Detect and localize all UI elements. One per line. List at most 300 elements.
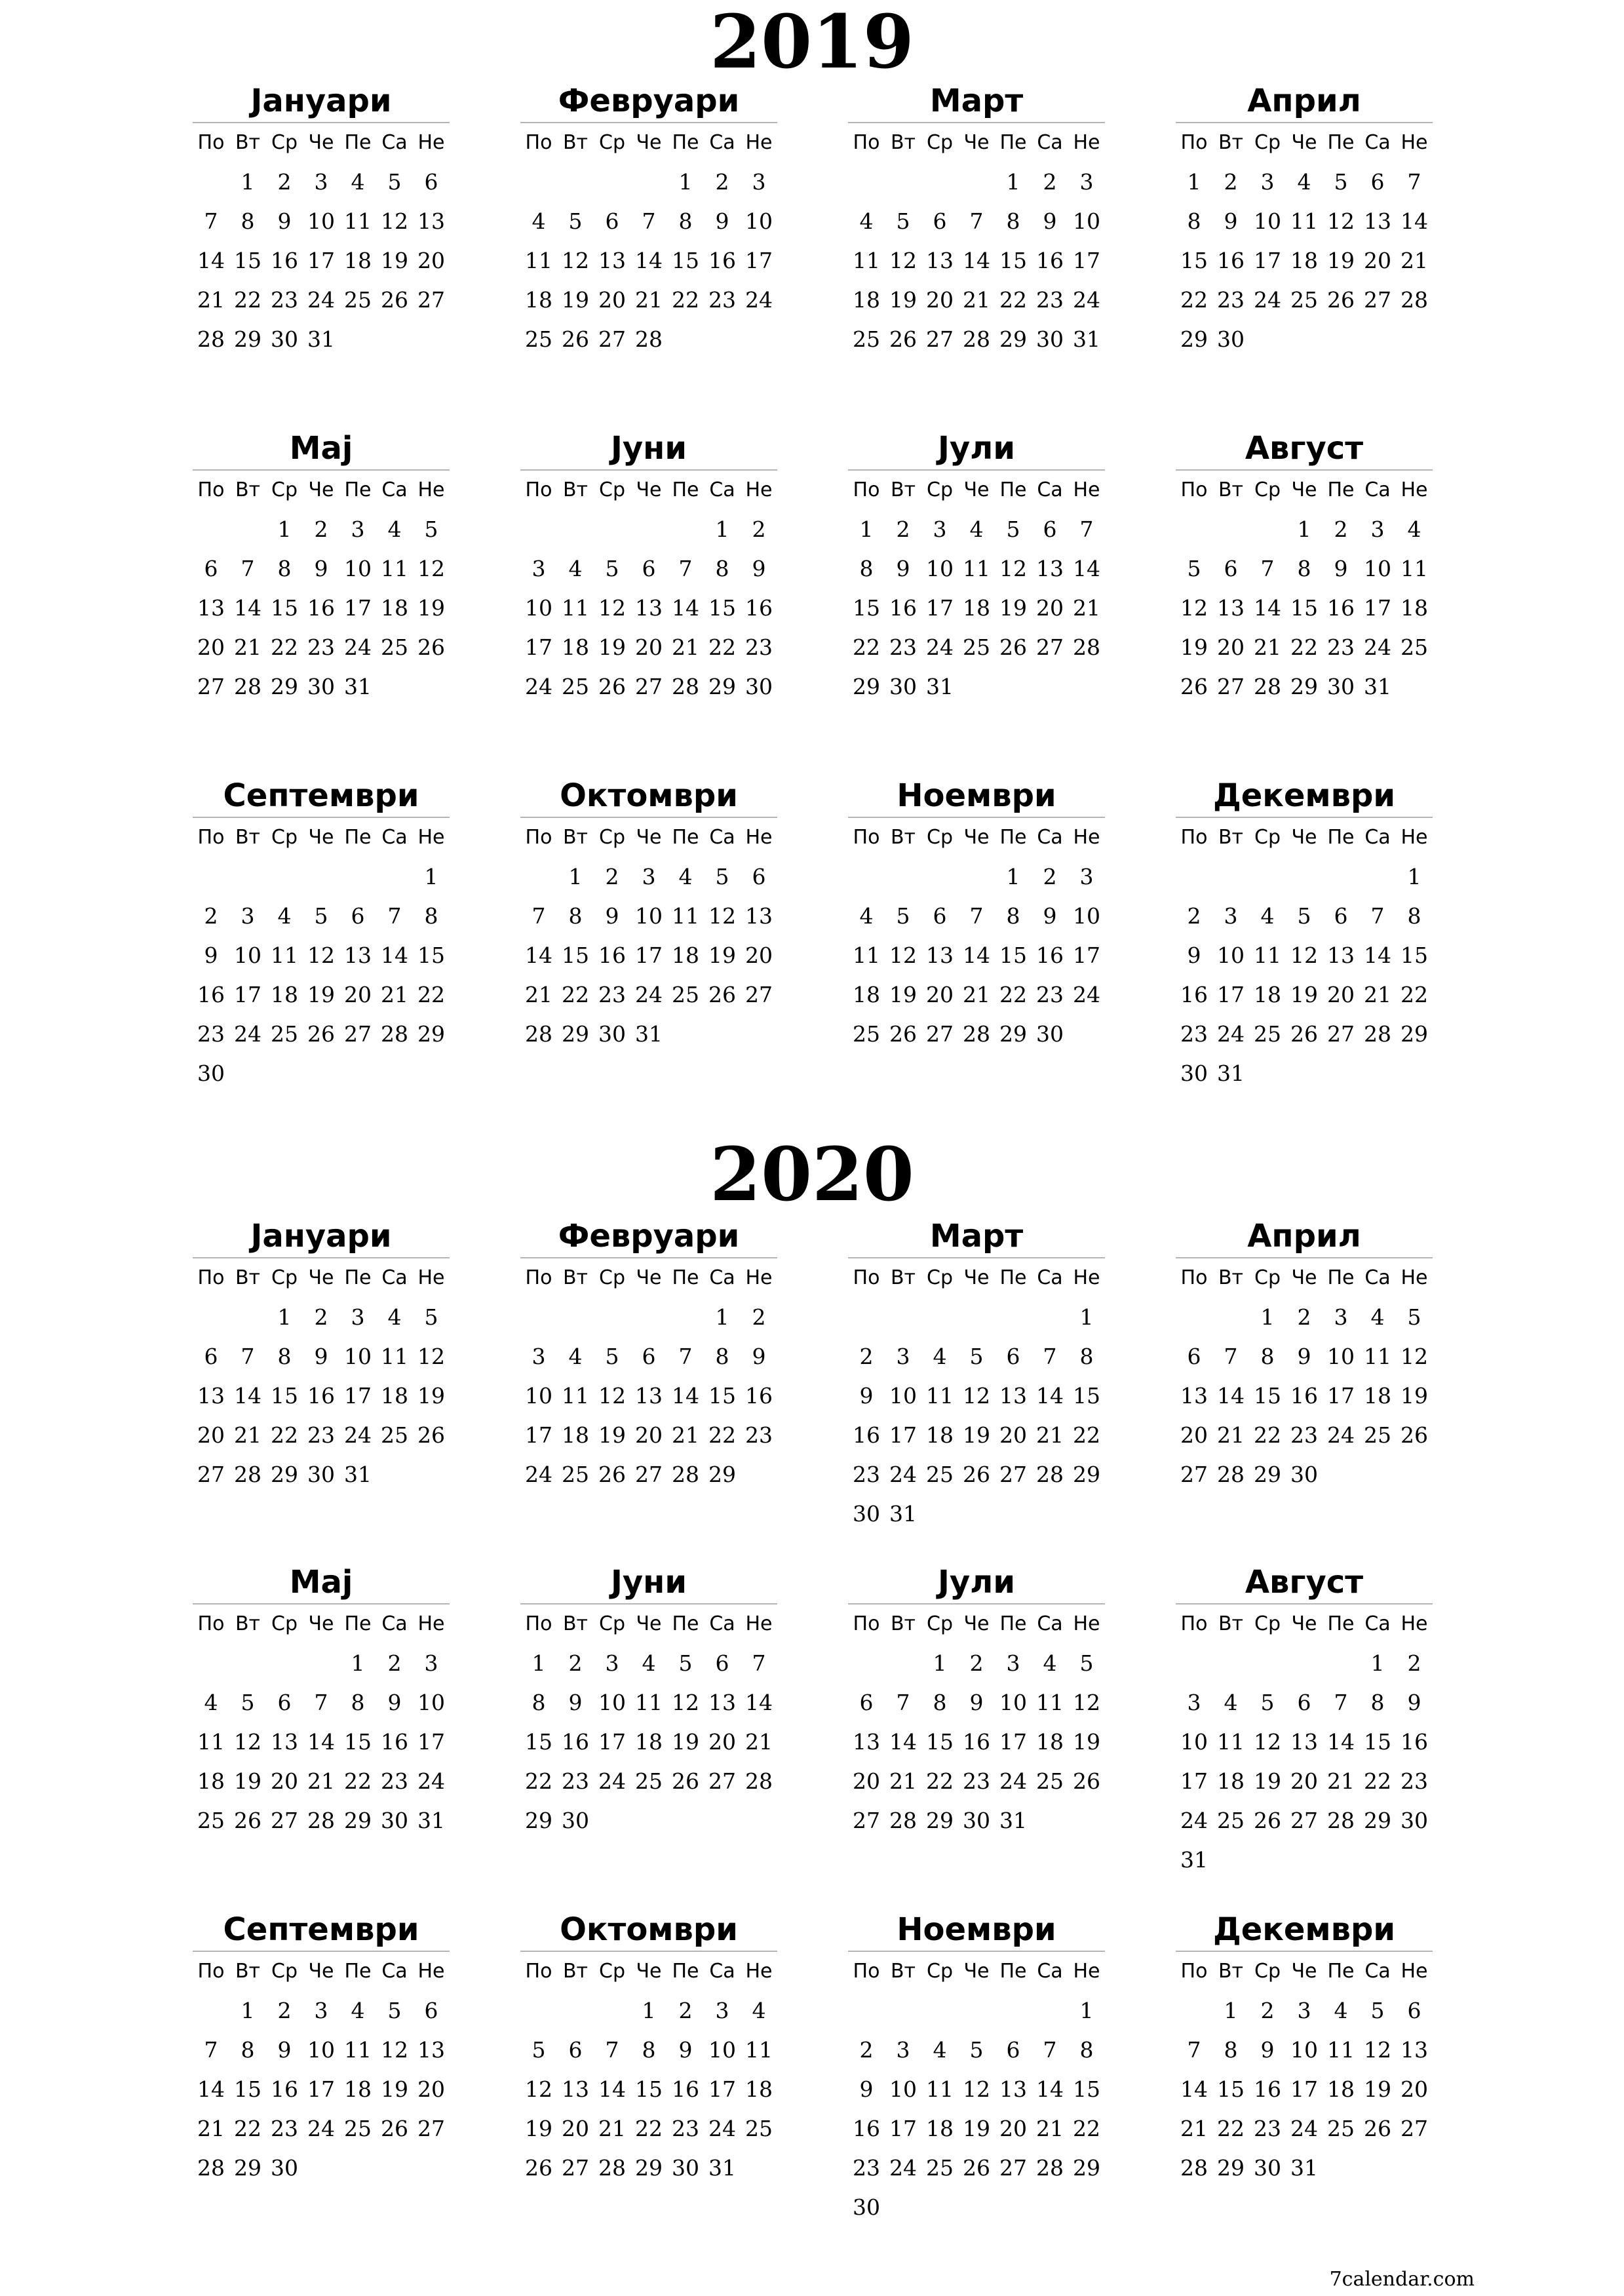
empty-cell — [667, 1298, 704, 1337]
month-block — [520, 775, 777, 1054]
day-cell: 3 — [351, 1304, 365, 1330]
weekday-label: По — [853, 131, 880, 154]
day-cell: 28 — [672, 674, 699, 699]
day-grid — [193, 123, 450, 359]
day-cell: 24 — [889, 1462, 917, 1487]
weekday-label: Ср — [599, 131, 625, 154]
day-cell: 4 — [933, 2037, 947, 2063]
day-cell: 2 — [204, 903, 218, 929]
day-cell: 24 — [1327, 1422, 1355, 1448]
day-cell: 7 — [204, 208, 218, 234]
day-cell: 13 — [1180, 1383, 1208, 1409]
day-cell: 26 — [381, 2116, 408, 2141]
day-cell: 26 — [1364, 2116, 1391, 2141]
month-block — [1176, 1909, 1433, 2188]
weekday-label: Че — [1291, 1612, 1317, 1635]
day-cell: 15 — [1364, 1729, 1391, 1755]
day-cell: 11 — [672, 903, 699, 929]
day-cell: 1 — [532, 1650, 546, 1676]
empty-cell — [266, 857, 303, 897]
day-cell: 25 — [853, 1021, 880, 1047]
day-cell: 9 — [387, 1690, 402, 1715]
weekday-label: Пе — [672, 1612, 699, 1635]
day-cell: 27 — [1217, 674, 1245, 699]
day-cell: 28 — [1180, 2155, 1208, 2181]
day-cell: 6 — [1297, 1690, 1311, 1715]
empty-cell — [1176, 857, 1212, 897]
day-cell: 7 — [204, 2037, 218, 2063]
day-grid — [1176, 818, 1433, 1093]
day-cell: 30 — [1036, 326, 1064, 352]
empty-cell — [1212, 1644, 1249, 1683]
day-cell: 6 — [1334, 903, 1348, 929]
day-cell: 18 — [926, 1422, 954, 1448]
day-cell: 6 — [204, 556, 218, 581]
day-cell: 22 — [926, 1768, 954, 1794]
weekday-label: Са — [1037, 826, 1063, 849]
weekday-label: Са — [381, 478, 408, 501]
weekday-label: Не — [745, 1612, 773, 1635]
day-cell: 17 — [1180, 1768, 1208, 1794]
day-cell: 23 — [889, 634, 917, 660]
day-cell: 24 — [926, 634, 954, 660]
day-cell: 30 — [853, 1501, 880, 1527]
day-cell: 13 — [197, 1383, 225, 1409]
day-cell: 12 — [562, 248, 589, 273]
weekday-label: Вт — [890, 131, 916, 154]
weekday-label: Вт — [1218, 826, 1244, 849]
weekday-label: Ср — [1254, 1266, 1281, 1289]
weekday-label: Не — [417, 826, 445, 849]
day-cell: 12 — [1290, 943, 1318, 968]
day-cell: 25 — [344, 287, 372, 313]
day-cell: 7 — [605, 2037, 619, 2063]
day-cell: 29 — [344, 1808, 372, 1833]
weekday-label: Ср — [271, 131, 298, 154]
day-cell: 11 — [1401, 556, 1428, 581]
empty-cell — [594, 1298, 630, 1337]
day-cell: 2 — [1334, 516, 1348, 542]
day-cell: 8 — [1187, 208, 1201, 234]
day-cell: 18 — [672, 943, 699, 968]
month-name: Октомври — [560, 777, 738, 814]
empty-cell — [1286, 857, 1323, 897]
weekday-label: Че — [308, 131, 334, 154]
weekday-label: По — [1180, 1266, 1208, 1289]
day-cell: 29 — [1217, 2155, 1245, 2181]
day-cell: 4 — [532, 208, 546, 234]
day-cell: 2 — [1224, 169, 1238, 195]
day-cell: 10 — [1327, 1344, 1355, 1369]
month-name: Септември — [223, 1911, 419, 1948]
day-cell: 2 — [752, 516, 766, 542]
day-cell: 22 — [562, 982, 589, 1007]
day-cell: 3 — [605, 1650, 619, 1676]
day-cell: 11 — [745, 2037, 773, 2063]
day-cell: 5 — [1260, 1690, 1275, 1715]
day-cell: 17 — [1217, 982, 1245, 1007]
day-cell: 30 — [672, 2155, 699, 2181]
weekday-label: По — [197, 826, 225, 849]
weekday-label: Пе — [344, 1960, 372, 1983]
day-cell: 5 — [969, 1344, 984, 1369]
day-cell: 16 — [1180, 982, 1208, 1007]
weekday-label: Са — [381, 131, 408, 154]
day-cell: 6 — [424, 169, 438, 195]
weekday-label: Че — [963, 1266, 990, 1289]
day-cell: 28 — [635, 326, 663, 352]
day-cell: 10 — [708, 2037, 736, 2063]
day-cell: 1 — [1006, 169, 1020, 195]
day-cell: 16 — [598, 943, 626, 968]
day-cell: 19 — [708, 943, 736, 968]
day-cell: 23 — [672, 2116, 699, 2141]
empty-cell — [995, 1298, 1032, 1337]
weekday-label: Пе — [344, 131, 372, 154]
day-cell: 16 — [1036, 943, 1064, 968]
month-name: Декември — [1212, 1911, 1396, 1948]
day-cell: 12 — [708, 903, 736, 929]
day-cell: 16 — [853, 2116, 880, 2141]
weekday-label: Че — [1291, 1960, 1317, 1983]
weekday-label: Пе — [999, 1266, 1027, 1289]
weekday-label: Пе — [1327, 478, 1355, 501]
weekday-label: По — [525, 1612, 552, 1635]
day-cell: 18 — [344, 248, 372, 273]
empty-cell — [1176, 1298, 1212, 1337]
day-cell: 5 — [605, 556, 619, 581]
day-cell: 17 — [1073, 248, 1100, 273]
day-cell: 26 — [562, 326, 589, 352]
day-cell: 11 — [1036, 1690, 1064, 1715]
day-cell: 27 — [999, 1462, 1027, 1487]
day-cell: 6 — [642, 1344, 656, 1369]
day-cell: 21 — [381, 982, 408, 1007]
day-cell: 14 — [1217, 1383, 1245, 1409]
weekday-label: Са — [381, 1266, 408, 1289]
day-cell: 11 — [853, 248, 880, 273]
day-cell: 14 — [1327, 1729, 1355, 1755]
day-cell: 16 — [1327, 595, 1355, 621]
day-cell: 15 — [672, 248, 699, 273]
weekday-label: Не — [417, 478, 445, 501]
day-cell: 25 — [1401, 634, 1428, 660]
day-cell: 30 — [1327, 674, 1355, 699]
day-cell: 29 — [926, 1808, 954, 1833]
day-grid — [848, 1605, 1105, 1840]
weekday-label: Че — [636, 478, 662, 501]
day-cell: 8 — [241, 2037, 255, 2063]
day-cell: 10 — [889, 2076, 917, 2102]
day-cell: 5 — [1079, 1650, 1094, 1676]
day-cell: 8 — [1079, 1344, 1094, 1369]
weekday-label: Не — [417, 131, 445, 154]
day-cell: 31 — [1290, 2155, 1318, 2181]
day-cell: 15 — [1401, 943, 1428, 968]
day-cell: 13 — [417, 208, 445, 234]
month-block — [193, 1561, 450, 1840]
weekday-label: Са — [1037, 131, 1063, 154]
day-cell: 24 — [525, 674, 552, 699]
day-cell: 19 — [525, 2116, 552, 2141]
day-cell: 1 — [1407, 864, 1421, 889]
day-cell: 18 — [1364, 1383, 1391, 1409]
day-cell: 8 — [277, 1344, 292, 1369]
day-cell: 17 — [307, 248, 335, 273]
day-cell: 23 — [307, 634, 335, 660]
day-cell: 18 — [197, 1768, 225, 1794]
weekday-label: Вт — [890, 1960, 916, 1983]
day-cell: 30 — [307, 1462, 335, 1487]
day-cell: 22 — [1254, 1422, 1281, 1448]
day-cell: 20 — [598, 287, 626, 313]
day-cell: 12 — [1180, 595, 1208, 621]
day-cell: 9 — [1043, 903, 1057, 929]
day-cell: 7 — [642, 208, 656, 234]
day-cell: 20 — [197, 634, 225, 660]
day-cell: 19 — [1073, 1729, 1100, 1755]
day-cell: 18 — [745, 2076, 773, 2102]
day-cell: 12 — [307, 943, 335, 968]
day-cell: 24 — [234, 1021, 261, 1047]
day-cell: 10 — [889, 1383, 917, 1409]
day-cell: 27 — [1401, 2116, 1428, 2141]
day-cell: 15 — [853, 595, 880, 621]
weekday-label: Пе — [344, 1266, 372, 1289]
day-cell: 9 — [314, 1344, 328, 1369]
day-cell: 24 — [307, 2116, 335, 2141]
day-cell: 27 — [635, 1462, 663, 1487]
month-name: Октомври — [560, 1911, 738, 1948]
day-cell: 13 — [344, 943, 372, 968]
day-cell: 31 — [344, 1462, 372, 1487]
day-cell: 13 — [1036, 556, 1064, 581]
day-cell: 2 — [715, 169, 729, 195]
day-cell: 3 — [1297, 1998, 1311, 2023]
weekday-label: Вт — [235, 131, 261, 154]
day-cell: 7 — [1187, 2037, 1201, 2063]
day-cell: 3 — [642, 864, 656, 889]
day-cell: 2 — [1043, 864, 1057, 889]
day-cell: 5 — [1006, 516, 1020, 542]
month-name: Август — [1245, 430, 1364, 467]
day-cell: 18 — [562, 1422, 589, 1448]
day-cell: 1 — [1370, 1650, 1385, 1676]
day-cell: 6 — [642, 556, 656, 581]
month-block — [520, 1909, 777, 2188]
day-cell: 17 — [708, 2076, 736, 2102]
day-cell: 14 — [963, 248, 990, 273]
day-cell: 18 — [381, 595, 408, 621]
day-cell: 18 — [1290, 248, 1318, 273]
day-cell: 10 — [598, 1690, 626, 1715]
weekday-label: По — [1180, 826, 1208, 849]
month-name: Мај — [289, 430, 353, 467]
day-cell: 29 — [1180, 326, 1208, 352]
empty-cell — [630, 163, 667, 202]
day-cell: 31 — [1217, 1060, 1245, 1086]
day-cell: 4 — [277, 903, 292, 929]
day-cell: 14 — [197, 2076, 225, 2102]
month-block — [848, 1215, 1105, 1534]
weekday-label: Че — [963, 1612, 990, 1635]
day-cell: 14 — [1254, 595, 1281, 621]
day-cell: 20 — [926, 287, 954, 313]
day-cell: 18 — [853, 982, 880, 1007]
day-cell: 17 — [999, 1729, 1027, 1755]
day-cell: 29 — [234, 326, 261, 352]
day-cell: 5 — [568, 208, 583, 234]
month-name: Јули — [938, 1564, 1015, 1601]
month-block — [1176, 1561, 1433, 1880]
month-name: Февруари — [558, 83, 740, 119]
day-cell: 23 — [853, 2155, 880, 2181]
day-cell: 26 — [381, 287, 408, 313]
day-cell: 22 — [271, 634, 298, 660]
weekday-label: Са — [1037, 478, 1063, 501]
day-grid — [193, 471, 450, 707]
day-cell: 13 — [417, 2037, 445, 2063]
month-name: Јули — [938, 430, 1015, 467]
empty-cell — [594, 510, 630, 549]
day-cell: 12 — [525, 2076, 552, 2102]
day-cell: 29 — [562, 1021, 589, 1047]
day-grid — [848, 818, 1105, 1054]
footer-site-credit: 7calendar.com — [1329, 2268, 1475, 2291]
day-cell: 20 — [635, 1422, 663, 1448]
day-cell: 5 — [387, 1998, 402, 2023]
weekday-label: Вт — [562, 478, 589, 501]
day-cell: 24 — [1364, 634, 1391, 660]
empty-cell — [229, 1298, 266, 1337]
day-cell: 28 — [1327, 1808, 1355, 1833]
month-block — [848, 775, 1105, 1054]
empty-cell — [848, 163, 885, 202]
day-grid — [193, 1952, 450, 2188]
day-cell: 3 — [1370, 516, 1385, 542]
day-cell: 5 — [715, 864, 729, 889]
day-cell: 27 — [1036, 634, 1064, 660]
empty-cell — [193, 1991, 229, 2031]
weekday-label: По — [853, 1960, 880, 1983]
weekday-label: По — [525, 131, 552, 154]
weekday-label: Ср — [599, 1960, 625, 1983]
day-cell: 13 — [708, 1690, 736, 1715]
day-cell: 27 — [562, 2155, 589, 2181]
weekday-label: Че — [636, 1960, 662, 1983]
day-cell: 23 — [963, 1768, 990, 1794]
month-block — [848, 80, 1105, 359]
day-cell: 17 — [1073, 943, 1100, 968]
day-cell: 2 — [969, 1650, 984, 1676]
day-cell: 17 — [234, 982, 261, 1007]
day-cell: 20 — [708, 1729, 736, 1755]
day-cell: 4 — [1260, 903, 1275, 929]
day-cell: 29 — [417, 1021, 445, 1047]
day-cell: 31 — [417, 1808, 445, 1833]
weekday-label: Че — [636, 826, 662, 849]
day-cell: 11 — [1217, 1729, 1245, 1755]
day-cell: 9 — [1260, 2037, 1275, 2063]
month-name: Март — [929, 1218, 1024, 1255]
day-cell: 28 — [1073, 634, 1100, 660]
day-cell: 1 — [241, 1998, 255, 2023]
month-block — [520, 1561, 777, 1840]
day-cell: 2 — [1297, 1304, 1311, 1330]
day-cell: 6 — [933, 903, 947, 929]
day-cell: 21 — [1217, 1422, 1245, 1448]
day-cell: 31 — [1180, 1847, 1208, 1873]
day-cell: 3 — [1334, 1304, 1348, 1330]
day-cell: 18 — [562, 634, 589, 660]
day-cell: 5 — [532, 2037, 546, 2063]
day-cell: 21 — [1327, 1768, 1355, 1794]
day-cell: 29 — [271, 1462, 298, 1487]
weekday-label: Вт — [1218, 1612, 1244, 1635]
day-cell: 6 — [752, 864, 766, 889]
weekday-label: Че — [963, 131, 990, 154]
day-cell: 7 — [1370, 903, 1385, 929]
day-cell: 30 — [1180, 1060, 1208, 1086]
day-cell: 24 — [1180, 1808, 1208, 1833]
day-cell: 16 — [708, 248, 736, 273]
day-cell: 11 — [1327, 2037, 1355, 2063]
day-cell: 13 — [271, 1729, 298, 1755]
month-block — [520, 80, 777, 359]
day-cell: 11 — [562, 1383, 589, 1409]
day-cell: 10 — [745, 208, 773, 234]
day-cell: 16 — [271, 248, 298, 273]
empty-cell — [667, 510, 704, 549]
empty-cell — [520, 1991, 557, 2031]
day-cell: 10 — [1364, 556, 1391, 581]
day-cell: 14 — [307, 1729, 335, 1755]
weekday-label: Пе — [672, 1266, 699, 1289]
empty-cell — [921, 1298, 958, 1337]
day-cell: 24 — [1254, 287, 1281, 313]
weekday-label: Пе — [1327, 826, 1355, 849]
day-cell: 7 — [387, 903, 402, 929]
month-name: Ноември — [897, 777, 1056, 814]
day-cell: 27 — [417, 287, 445, 313]
day-cell: 2 — [314, 516, 328, 542]
empty-cell — [376, 857, 413, 897]
weekday-label: Пе — [672, 478, 699, 501]
weekday-label: По — [197, 1266, 225, 1289]
day-grid — [1176, 123, 1433, 359]
day-cell: 19 — [1290, 982, 1318, 1007]
day-cell: 19 — [417, 595, 445, 621]
day-cell: 29 — [234, 2155, 261, 2181]
day-cell: 8 — [424, 903, 438, 929]
month-name: Април — [1247, 83, 1361, 119]
day-cell: 5 — [314, 903, 328, 929]
day-cell: 3 — [1079, 169, 1094, 195]
day-cell: 16 — [963, 1729, 990, 1755]
day-cell: 20 — [1180, 1422, 1208, 1448]
day-cell: 18 — [1401, 595, 1428, 621]
day-cell: 19 — [307, 982, 335, 1007]
day-cell: 12 — [1254, 1729, 1281, 1755]
weekday-label: По — [1180, 131, 1208, 154]
day-cell: 20 — [1401, 2076, 1428, 2102]
day-cell: 30 — [963, 1808, 990, 1833]
day-cell: 4 — [351, 169, 365, 195]
day-cell: 1 — [1297, 516, 1311, 542]
day-cell: 25 — [635, 1768, 663, 1794]
day-cell: 25 — [745, 2116, 773, 2141]
day-cell: 19 — [598, 1422, 626, 1448]
